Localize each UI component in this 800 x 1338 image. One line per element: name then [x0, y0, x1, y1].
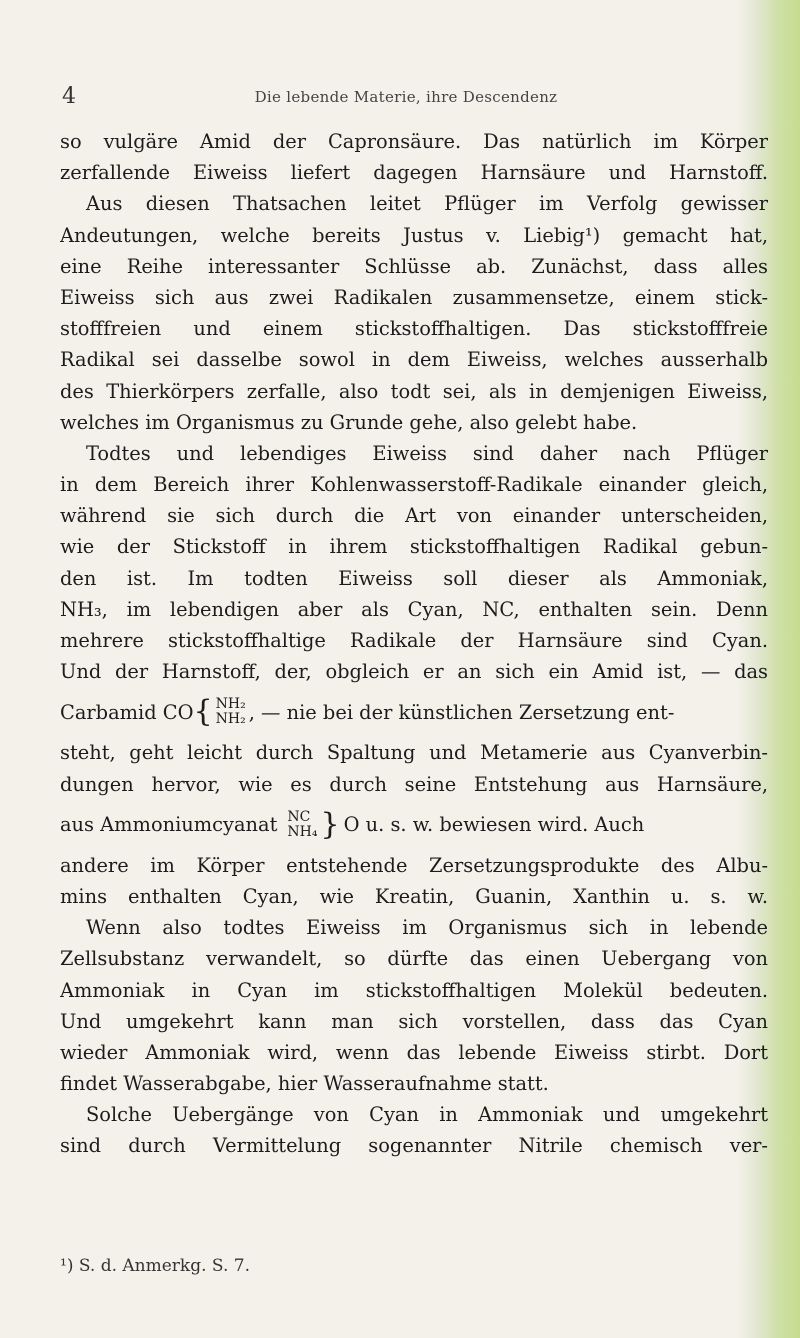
formula-stack-top: NH₂	[215, 696, 246, 713]
formula-before-text: Carbamid CO	[60, 700, 194, 724]
text-line: findet Wasserabgabe, hier Wasseraufnahme statt.	[60, 1072, 549, 1096]
text-line: Und der Harnstoff, der, obgleich er an sich ein Amid ist, — das	[60, 660, 768, 684]
text-line: eine Reihe interessanter Schlüsse ab. Zunächst, dass alles	[60, 254, 768, 278]
text-line: Todtes und lebendiges Eiweiss sind daher nach Pflüger	[86, 441, 768, 465]
formula-after-text: , — nie bei der künstlichen Zersetzung ent-	[248, 700, 675, 724]
text-line: den ist. Im todten Eiweiss soll dieser als Ammoniak,	[60, 566, 768, 590]
formula-stack-bottom: NH₂	[215, 711, 246, 728]
text-line: Ammoniak in Cyan im stickstoffhaltigen Molekül bedeuten.	[60, 978, 768, 1002]
text-line: mins enthalten Cyan, wie Kreatin, Guanin, Xanthin u. s. w.	[60, 884, 768, 908]
brace-symbol: }	[320, 806, 340, 842]
text-line: welches im Organismus zu Grunde gehe, also gelebt habe.	[60, 410, 638, 434]
formula-before-text: aus Ammoniumcyanat	[60, 813, 278, 837]
text-line: in dem Bereich ihrer Kohlenwasserstoff-Radikale einander gleich,	[60, 473, 768, 497]
text-line: Solche Uebergänge von Cyan in Ammoniak und umgekehrt	[86, 1103, 768, 1127]
text-line: mehrere stickstoffhaltige Radikale der Harnsäure sind Cyan.	[60, 629, 768, 652]
text-line: stofffreien und einem stickstoffhaltigen. Das stickstofffreie	[60, 317, 768, 341]
text-line: wie der Stickstoff in ihrem stickstoffhaltigen Radikal gebun-	[60, 535, 768, 559]
formula-stack	[287, 810, 317, 840]
text-line: während sie sich durch die Art von einander unterscheiden,	[60, 504, 768, 528]
text-line: dungen hervor, wie es durch seine Entstehung aus Harnsäure,	[60, 772, 768, 796]
formula-stack-bottom: NH₄	[287, 823, 318, 840]
formula-stack-top: NC	[287, 808, 311, 825]
text-line: NH₃, im lebendigen aber als Cyan, NC, enthalten sein. Denn	[60, 597, 768, 621]
page-header	[0, 84, 760, 114]
text-line: Zellsubstanz verwandelt, so dürfte das einen Uebergang von	[60, 947, 768, 971]
text-line: des Thierkörpers zerfalle, also todt sei, als in demjenigen Eiweiss,	[60, 379, 768, 403]
text-line: Radikal sei dasselbe sowol in dem Eiweiss, welches ausserhalb	[60, 348, 768, 372]
formula-after-text: O u. s. w. bewiesen wird. Auch	[343, 813, 645, 837]
formula-stack	[216, 697, 246, 727]
footnote: ¹) S. d. Anmerkg. S. 7.	[60, 1256, 250, 1276]
brace-symbol: {	[193, 694, 213, 730]
text-line: andere im Körper entstehende Zersetzungsprodukte des Albu-	[60, 853, 768, 877]
formula-carbamid	[60, 687, 768, 737]
text-line: Aus diesen Thatsachen leitet Pflüger im Verfolg gewisser	[86, 192, 768, 216]
text-line: Eiweiss sich aus zwei Radikalen zusammensetze, einem stick-	[60, 285, 768, 309]
text-line: Wenn also todtes Eiweiss im Organismus sich in lebende	[86, 916, 768, 940]
text-line: wieder Ammoniak wird, wenn das lebende Eiweiss stirbt. Dort	[60, 1040, 768, 1064]
formula-ammoniumcyanat	[60, 800, 768, 850]
body-text	[60, 126, 768, 1162]
text-line: steht, geht leicht durch Spaltung und Metamerie aus Cyanverbin-	[60, 741, 768, 765]
page-number: 4	[62, 84, 76, 109]
text-line: Und umgekehrt kann man sich vorstellen, dass das Cyan	[60, 1009, 768, 1033]
text-line: sind durch Vermittelung sogenannter Nitrile chemisch ver-	[60, 1134, 768, 1158]
text-line: zerfallende Eiweiss liefert dagegen Harnsäure und Harnstoff.	[60, 161, 768, 185]
text-line: Andeutungen, welche bereits Justus v. Liebig¹) gemacht hat,	[60, 223, 768, 247]
running-title: Die lebende Materie, ihre Descendenz	[254, 88, 558, 106]
text-line: so vulgäre Amid der Capronsäure. Das natürlich im Körper	[60, 130, 768, 153]
